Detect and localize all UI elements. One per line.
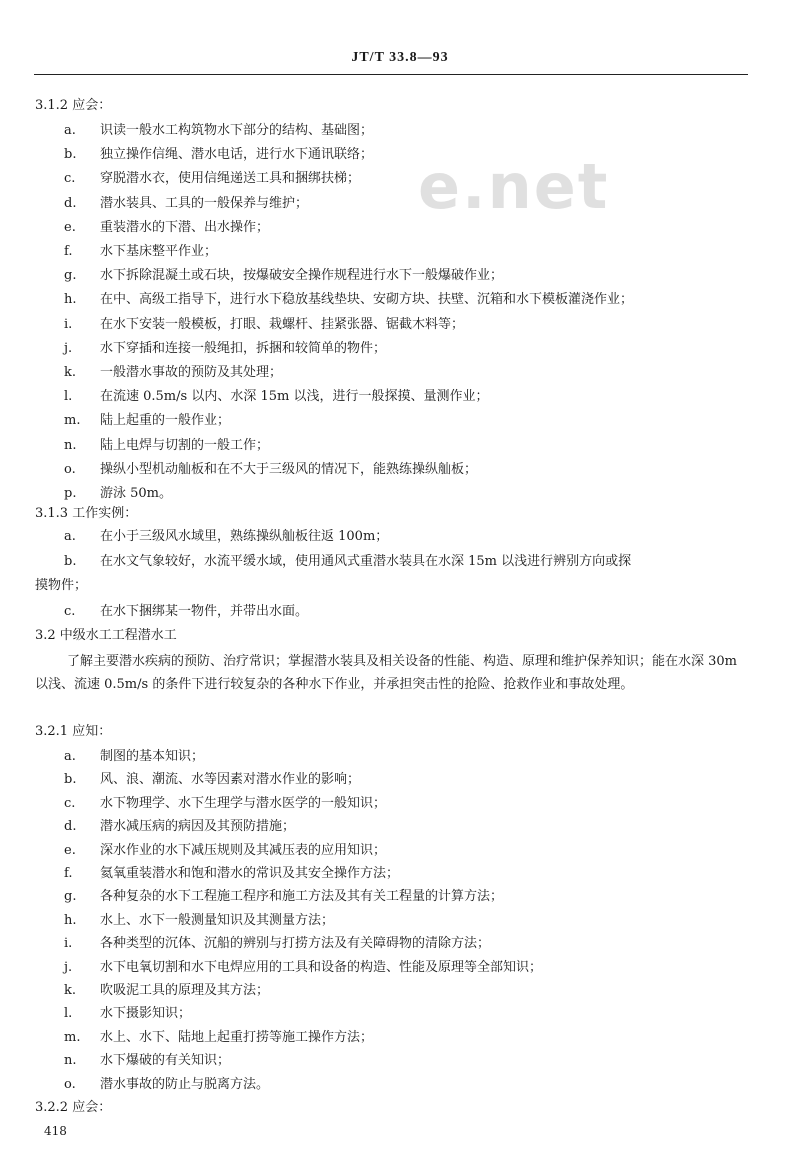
item-text: 水上、水下、陆地上起重打捞等施工操作方法； (100, 1029, 374, 1045)
item-text: 在水下捆绑某一物件，并带出水面。 (100, 604, 309, 619)
item-letter: n. (64, 437, 77, 453)
item-text: 在水文气象较好，水流平缓水域，使用通风式重潜水装具在水深 15m 以浅进行辨别方向或探 (100, 554, 632, 569)
item-text: 水下穿插和连接一般绳扣，拆捆和较简单的物件； (100, 340, 387, 356)
item-text: 在中、高级工指导下，进行水下稳放基线垫块、安砌方块、扶壁、沉箱和水下模板灌浇作业； (100, 292, 634, 308)
item-text: 各种复杂的水下工程施工程序和施工方法及其有关工程量的计算方法； (100, 889, 504, 905)
list-item (0, 194, 800, 214)
page-number: 418 (44, 1124, 67, 1138)
item-letter: f. (64, 866, 73, 881)
list-item (0, 436, 800, 456)
item-text: 氦氧重装潜水和饱和潜水的常识及其安全操作方法； (100, 866, 400, 881)
item-text: 陆上起重的一般作业； (100, 413, 231, 429)
item-letter: g. (64, 889, 77, 905)
watermark: e.net (418, 150, 610, 223)
item-letter: o. (64, 1076, 76, 1092)
list-item (0, 958, 800, 978)
item-letter: a. (64, 123, 76, 138)
list-item (0, 1075, 800, 1095)
item-letter: f. (64, 244, 73, 259)
item-text: 水下电氧切割和水下电焊应用的工具和设备的构造、性能及原理等全部知识； (100, 959, 543, 975)
item-text: 制图的基本知识； (100, 749, 205, 764)
item-letter: b. (64, 554, 77, 569)
item-letter: c. (64, 795, 76, 811)
item-text: 识读一般水工构筑物水下部分的结构、基础图； (100, 123, 374, 138)
list-item (0, 981, 800, 1001)
item-text: 水下拆除混凝土或石块，按爆破安全操作规程进行水下一般爆破作业； (100, 268, 504, 284)
item-letter: c. (64, 171, 76, 187)
list-item (0, 911, 800, 931)
section-3-2-1-heading: 3.2.1 应知： (35, 724, 112, 739)
item-text: 吹吸泥工具的原理及其方法； (100, 983, 270, 998)
list-item (0, 121, 800, 141)
item-text: 一般潜水事故的预防及其处理； (100, 365, 283, 380)
list-item (0, 290, 800, 310)
list-item (0, 934, 800, 954)
header-rule (34, 74, 748, 75)
section-3-2-paragraph: 了解主要潜水疾病的预防、治疗常识；掌握潜水装具及相关设备的性能、构造、原理和维护保养知识；能在水深 30m 以浅、流速 0.5m/s 的条件下进行较复杂的各种水下作业，并承担突击性的抢险、抢救作业和事故处理。 (35, 654, 738, 692)
item-text: 水下摄影知识； (100, 1006, 192, 1022)
list-item (0, 169, 800, 189)
section-3-2-2-heading: 3.2.2 应会： (35, 1100, 112, 1115)
item-letter: l. (64, 389, 73, 405)
item-text: 深水作业的水下减压规则及其减压表的应用知识； (100, 842, 387, 858)
list-item (0, 218, 800, 238)
list-item (0, 242, 800, 262)
list-item (0, 887, 800, 907)
item-letter: h. (64, 292, 77, 308)
item-letter: k. (64, 983, 77, 998)
item-text: 潜水事故的防止与脱离方法。 (100, 1076, 270, 1092)
item-text: 重装潜水的下潜、出水操作； (100, 219, 270, 235)
item-letter: m. (64, 1029, 81, 1045)
item-text: 在小于三级风水域里，熟练操纵舢板往返 100m； (100, 529, 389, 544)
list-item (0, 602, 800, 622)
item-letter: k. (64, 365, 77, 380)
list-item (0, 484, 800, 504)
item-text: 在流速 0.5m/s 以内、水深 15m 以浅，进行一般探摸、量测作业； (100, 389, 489, 405)
item-text: 水下基床整平作业； (100, 244, 218, 259)
list-item (0, 794, 800, 814)
item-text: 水下物理学、水下生理学与潜水医学的一般知识； (100, 795, 387, 811)
page-header: JT/T 33.8—93 (351, 50, 449, 65)
item-letter: p. (64, 486, 77, 501)
item-letter: h. (64, 912, 77, 928)
list-item (0, 363, 800, 383)
item-text: 游泳 50m。 (100, 486, 173, 501)
list-item (0, 817, 800, 837)
item-letter: b. (64, 772, 77, 788)
item-text: 水下爆破的有关知识； (100, 1053, 231, 1069)
item-letter: a. (64, 529, 76, 544)
item-letter: l. (64, 1006, 73, 1022)
list-item (0, 315, 800, 335)
list-item (0, 1051, 800, 1071)
section-3-2-heading: 3.2 中级水工工程潜水工 (35, 628, 177, 643)
item-letter: j. (64, 959, 73, 975)
list-item (0, 266, 800, 286)
item-letter: j. (64, 340, 73, 356)
item-letter: c. (64, 604, 76, 619)
list-item (0, 1004, 800, 1024)
list-item (0, 747, 800, 767)
item-letter: i. (64, 936, 73, 952)
item-text: 独立操作信绳、潜水电话，进行水下通讯联络； (100, 147, 374, 163)
list-item (0, 1028, 800, 1048)
item-letter: g. (64, 268, 77, 284)
item-text-continued: 摸物件； (35, 578, 88, 593)
item-text: 潜水减压病的病因及其预防措施； (100, 819, 296, 835)
item-letter: b. (64, 147, 77, 163)
item-letter: a. (64, 749, 76, 764)
item-text: 风、浪、潮流、水等因素对潜水作业的影响； (100, 772, 361, 788)
list-item (0, 770, 800, 790)
list-item (0, 411, 800, 431)
list-item (0, 339, 800, 359)
item-letter: d. (64, 819, 77, 835)
item-letter: i. (64, 316, 73, 332)
list-item (0, 460, 800, 480)
item-text: 潜水装具、工具的一般保养与维护； (100, 195, 309, 211)
item-letter: o. (64, 461, 76, 477)
list-item (0, 864, 800, 884)
item-letter: e. (64, 219, 76, 235)
section-3-1-2-heading: 3.1.2 应会： (35, 98, 112, 113)
item-letter: d. (64, 195, 77, 211)
item-text: 穿脱潜水衣，使用信绳递送工具和捆绑扶梯； (100, 171, 361, 187)
list-item (0, 145, 800, 165)
list-item (0, 841, 800, 861)
section-3-1-3-heading: 3.1.3 工作实例： (35, 506, 138, 521)
list-item (0, 527, 800, 547)
item-text: 陆上电焊与切割的一般工作； (100, 437, 270, 453)
item-text: 水上、水下一般测量知识及其测量方法； (100, 912, 335, 928)
item-letter: m. (64, 413, 81, 429)
item-text: 各种类型的沉体、沉船的辨别与打捞方法及有关障碍物的清除方法； (100, 936, 491, 952)
item-letter: e. (64, 842, 76, 858)
item-letter: n. (64, 1053, 77, 1069)
list-item (0, 387, 800, 407)
item-text: 操纵小型机动舢板和在不大于三级风的情况下，能熟练操纵舢板； (100, 461, 478, 477)
list-item (0, 552, 800, 572)
item-text: 在水下安装一般模板，打眼、栽螺杆、挂紧张器、锯截木料等； (100, 316, 465, 332)
